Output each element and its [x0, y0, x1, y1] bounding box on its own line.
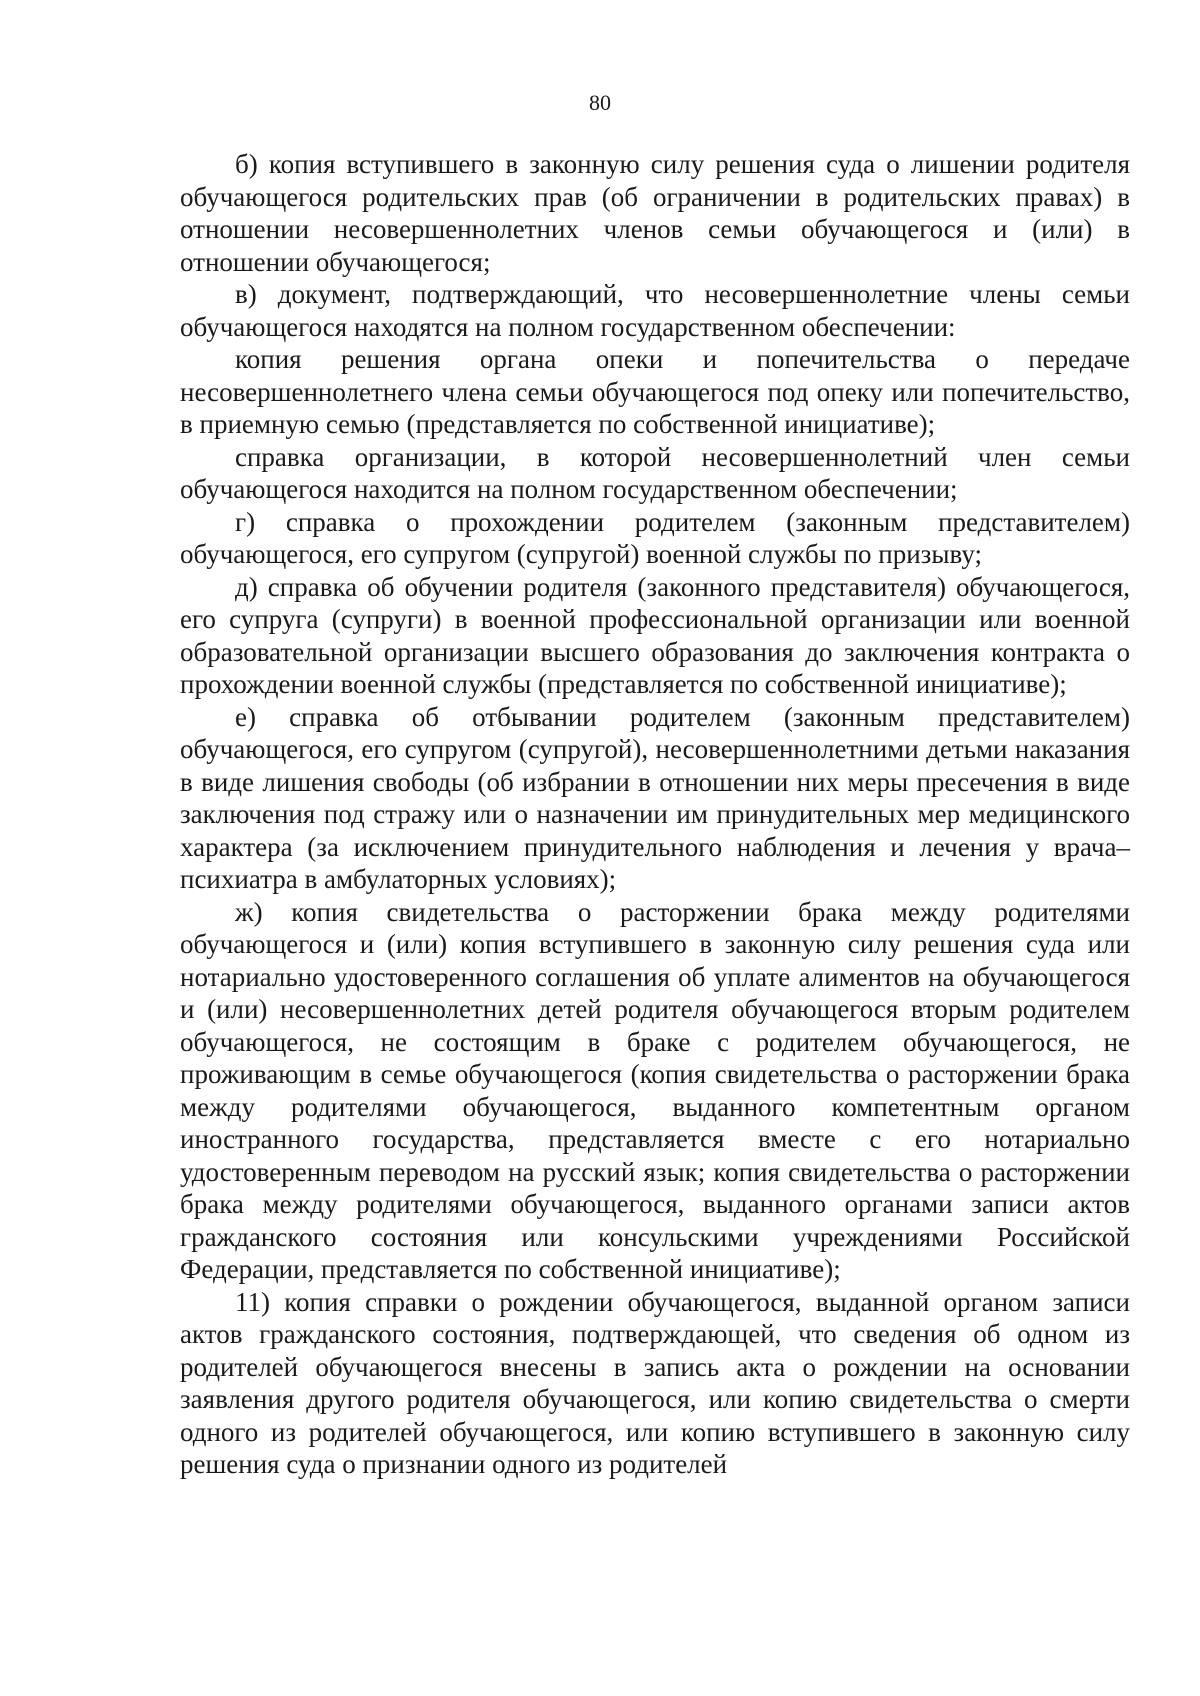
paragraph-b: б) копия вступившего в законную силу решения суда о лишении родителя обучающегося родительских прав (об ограничении в родительских правах) в отношении несовершеннолетних членов семьи обучающегося и (или) в отношении обучающегося;	[180, 149, 1130, 277]
document-body	[180, 148, 1130, 1481]
paragraph-d: д) справка об обучении родителя (законного представителя) обучающегося, его супруга (супруги) в военной профессиональной организации или военной образовательной организации высшего образования до заключения контракта о прохождении военной службы (представляется по собственной инициативе);	[180, 571, 1130, 699]
paragraph-zh: ж) копия свидетельства о расторжении брака между родителями обучающегося и (или) копия вступившего в законную силу решения суда или нотариально удостоверенного соглашения об уплате алиментов на обучающегося и (или) несовершеннолетних детей родителя обучающегося вторым родителем обучающегося, не состоящим в браке с родителем обучающегося, не проживающим в семье обучающегося (копия свидетельства о расторжении брака между родителями обучающегося, выданного компетентным органом иностранного государства, представляется вместе с его нотариально удостоверенным переводом на русский язык; копия свидетельства о расторжении брака между родителями обучающегося, выданного органами записи актов гражданского состояния или консульскими учреждениями Российской Федерации, представляется по собственной инициативе);	[180, 896, 1130, 1284]
paragraph-v: в) документ, подтверждающий, что несовершеннолетние члены семьи обучающегося находятся на полном государственном обеспечении:	[180, 279, 1130, 342]
page-number: 80	[589, 90, 611, 115]
paragraph-e: е) справка об отбывании родителем (законным представителем) обучающегося, его супругом (супругой), несовершеннолетними детьми наказания в виде лишения свободы (об избрании в отношении них меры пресечения в виде заключения под стражу или о назначении им принудительных мер медицинского характера (за исключением принудительного наблюдения и лечения у врача–психиатра в амбулаторных условиях);	[180, 701, 1130, 894]
paragraph-organization-certificate: справка организации, в которой несовершеннолетний член семьи обучающегося находится на полном государственном обеспечении;	[180, 441, 1130, 504]
paragraph-guardianship-copy: копия решения органа опеки и попечительства о передаче несовершеннолетнего члена семьи обучающегося под опеку или попечительство, в приемную семью (представляется по собственной инициативе);	[180, 344, 1130, 439]
paragraph-11: 11) копия справки о рождении обучающегося, выданной органом записи актов гражданского состояния, подтверждающей, что сведения об одном из родителей обучающегося внесены в запись акта о рождении на основании заявления другого родителя обучающегося, или копию свидетельства о смерти одного из родителей обучающегося, или копию вступившего в законную силу решения суда о признании одного из родителей	[180, 1286, 1130, 1479]
paragraph-g: г) справка о прохождении родителем (законным представителем) обучающегося, его супругом (супругой) военной службы по призыву;	[180, 506, 1130, 569]
